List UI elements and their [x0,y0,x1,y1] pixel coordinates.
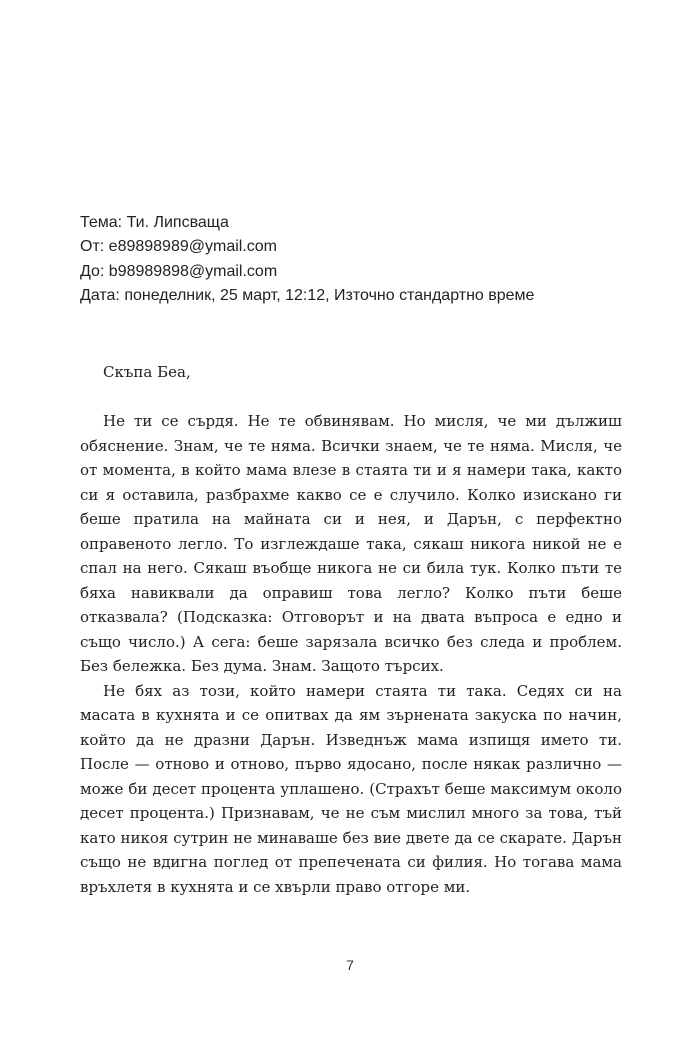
letter-paragraph: Не ти се сърдя. Не те обвинявам. Но мисля, че ми дължиш обяснение. Знам, че те няма. Всички знаем, че те няма. Мисля, че от момента, в който мама влезе в стаята ти и я намери така, както си я оставила, разбрахме какво се е случило. Колко изискано ги беше пратила на майната си и нея, и Дарън, с перфектно оправеното легло. То изглеждаше така, сякаш никога никой не е спал на него. Сякаш въобще никога не си била тук. Колко пъти те бяха навиквали да оправиш това легло? Колко пъти беше отказвала? (Подсказка: Отговорът и на двата въпроса е едно и също число.) А сега: беше зарязала всичко без следа и проблем. Без бележка. Без дума. Знам. Защото търсих. [80,412,622,675]
letter-salutation: Скъпа Беа, [103,363,191,381]
letter-paragraph: Не бях аз този, който намери стаята ти така. Седях си на масата в кухнята и се опитвах да ям зърнената закуска по начин, който да не дразни Дарън. Изведнъж мама изпищя името ти. После — отново и отново, първо ядосано, после някак различно — може би десет процента уплашено. (Страхът беше максимум около десет процента.) Признавам, че не съм мислил много за това, тъй като никоя сутрин не минаваше без вие двете да се скарате. Дарън също не вдигна поглед от препечената си филия. Но тогава мама връхлетя в кухнята и се хвърли право отгоре ми. [80,681,622,896]
page-number: 7 [346,957,354,973]
email-from: От: e89898989@ymail.com [80,238,277,256]
email-subject: Тема: Ти. Липсваща [80,214,229,231]
email-header [80,211,640,309]
email-date: Дата: понеделник, 25 март, 12:12, Източно стандартно време [80,287,535,305]
email-to: До: b98989898@ymail.com [80,262,278,280]
letter-body [80,360,622,899]
